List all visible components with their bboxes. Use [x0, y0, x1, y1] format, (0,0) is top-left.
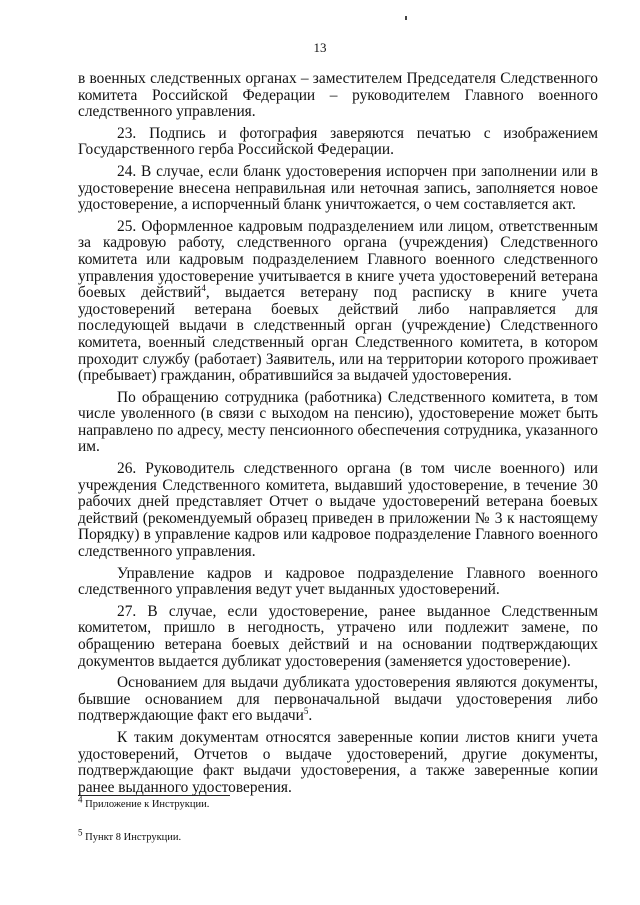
footnote-ref: 4 [201, 283, 206, 293]
paragraph: К таким документам относятся заверенные копии листов книги учета удостоверений, Отчетов о выдаче удостоверений, другие документы, подтверждающие факт выдачи удостоверения, а также заверенные копии ранее выданного удостоверения. [78, 728, 598, 796]
footnote-text: Пункт 8 Инструкции. [85, 832, 182, 843]
paragraph [78, 675, 598, 725]
paragraph: 24. В случае, если бланк удостоверения испорчен при заполнении или в удостоверение внесена неправильная или неточная запись, заполняется новое удостоверение, а испорченный бланк уничтожается, о чем составляется акт. [78, 162, 598, 214]
paragraph-text: Основанием для выдачи дубликата удостоверения являются документы, бывшие основанием для первоначальной выдачи удостоверения либо подтверждающие факт его выдачи [78, 674, 598, 725]
footnote-mark: 4 [78, 794, 83, 805]
footnote-mark: 5 [78, 827, 83, 838]
paragraph: 26. Руководитель следственного органа (в том числе военного) или учреждения Следственного комитета, выдавший удостоверение, в течение 30 рабочих дней представляет Отчет о выдаче удостоверений ветерана боевых действий (рекомендуемый образец приведен в приложении № 3 к настоящему Порядку) в управление кадров или кадровое подразделение Главного военного следственного управления. [78, 460, 598, 561]
footnote [78, 827, 182, 843]
paragraph-text: , выдается ветерану под расписку в книге учета удостоверений ветерана боевых действий либо направляется для последующей выдачи в следственный орган (учреждение) Следственного комитета, военный следственный орган Следственного комитета, в котором проходит службу (работает) Заявитель, или на территории которого проживает (пребывает) гражданин, обратившийся за выдачей удостоверения. [78, 284, 599, 385]
scan-speck [405, 16, 407, 20]
footnote-text: Приложение к Инструкции. [85, 799, 210, 810]
paragraph-text: 25. Оформленное кадровым подразделением или лицом, ответственным за кадровую работу, следственного органа (учреждения) Следственного комитета или кадровым подразделением Главного военного следственного управления удостоверение учитывается в книге учета удостоверений ветерана боевых действий [78, 217, 598, 302]
paragraph-text: . [308, 707, 313, 725]
paragraph [78, 219, 598, 385]
document-body [78, 71, 598, 801]
paragraph: По обращению сотрудника (работника) Следственного комитета, в том числе уволенного (в связи с выходом на пенсию), удостоверение может быть направлено по адресу, месту пенсионного обеспечения сотрудника, указанного им. [78, 388, 598, 456]
footnote [78, 794, 210, 810]
page-number: 13 [313, 40, 327, 55]
footnote-ref: 5 [303, 706, 309, 717]
footnote-divider [78, 795, 230, 796]
paragraph: в военных следственных органах – заместителем Председателя Следственного комитета Российской Федерации – руководителем Главного военного следственного управления. [78, 70, 598, 121]
paragraph: 23. Подпись и фотография заверяются печатью с изображением Государственного герба Российской Федерации. [78, 124, 598, 159]
paragraph: 27. В случае, если удостоверение, ранее выданное Следственным комитетом, пришло в негодность, утрачено или подлежит замене, по обращению ветерана боевых действий и на основании подтверждающих документов выдается дубликат удостоверения (заменяется удостоверение). [78, 602, 598, 670]
paragraph: Управление кадров и кадровое подразделение Главного военного следственного управления ведут учет выданных удостоверений. [78, 564, 598, 599]
